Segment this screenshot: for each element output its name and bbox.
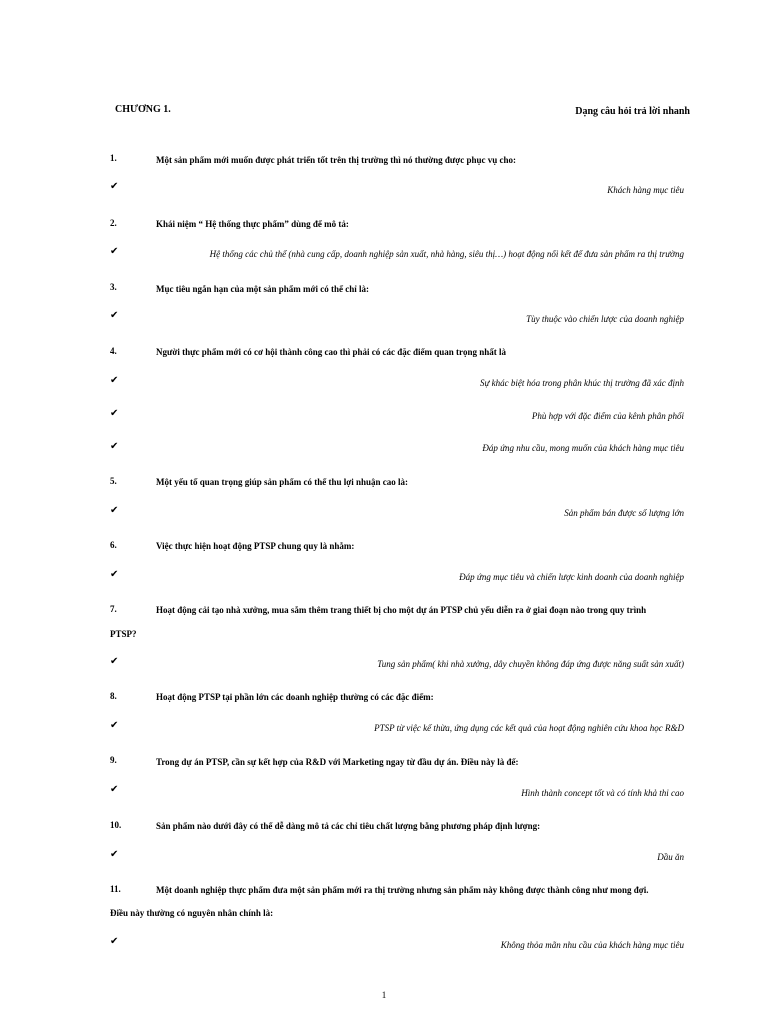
question-text: Hoạt động PTSP tại phần lớn các doanh nghiệp thường có các đặc điểm:: [156, 692, 434, 702]
question-text: Một doanh nghiệp thực phẩm đưa một sản phẩm mới ra thị trường nhưng sản phẩm này không được thành công như mong đợi.: [156, 885, 649, 895]
question-number: 9.: [110, 755, 117, 765]
question-text-continued: Điều này thường có nguyên nhân chính là:: [110, 908, 274, 918]
question-number: 8.: [110, 691, 117, 701]
section-subtitle: Dạng câu hỏi trả lời nhanh: [575, 106, 690, 117]
question-text: Một yếu tố quan trọng giúp sản phẩm có thể thu lợi nhuận cao là:: [156, 477, 409, 487]
check-icon: ✔: [110, 849, 119, 860]
question-text: Việc thực hiện hoạt động PTSP chung quy là nhằm:: [156, 541, 355, 551]
question-number: 10.: [110, 820, 122, 830]
question-text: Hoạt động cải tạo nhà xưởng, mua sắm thêm trang thiết bị cho một dự án PTSP chủ yếu diễn ra ở giai đoạn nào trong quy trình: [156, 605, 647, 615]
answer-text: Tung sản phẩm( khi nhà xưởng, dây chuyền không đáp ứng được năng suất sản xuất): [377, 659, 684, 669]
answer-text: Khách hàng mục tiêu: [607, 185, 684, 195]
check-icon: ✔: [110, 656, 119, 667]
question-text: Khái niệm “ Hệ thống thực phẩm” dùng để mô tả:: [156, 219, 349, 229]
check-icon: ✔: [110, 246, 119, 257]
check-icon: ✔: [110, 408, 119, 419]
check-icon: ✔: [110, 505, 119, 516]
question-number: 2.: [110, 218, 117, 228]
check-icon: ✔: [110, 720, 119, 731]
question-text: Người thực phẩm mới có cơ hội thành công cao thì phải có các đặc điểm quan trọng nhất là: [156, 347, 507, 357]
question-text-continued: PTSP?: [110, 629, 137, 639]
question-text: Trong dự án PTSP, cần sự kết hợp của R&D với Marketing ngay từ đầu dự án. Điều này là để:: [156, 757, 519, 767]
question-text: Một sản phẩm mới muốn được phát triển tốt trên thị trường thì nó thường được phục vụ cho:: [156, 155, 517, 165]
question-text: Sản phẩm nào dưới đây có thể dễ dàng mô tả các chỉ tiêu chất lượng bằng phương pháp định lượng:: [156, 821, 541, 831]
question-number: 7.: [110, 604, 117, 614]
question-number: 4.: [110, 346, 117, 356]
answer-text: Sự khác biệt hóa trong phân khúc thị trường đã xác định: [479, 378, 684, 388]
chapter-heading: CHƯƠNG 1.: [115, 104, 171, 115]
question-number: 11.: [110, 884, 121, 894]
question-number: 6.: [110, 540, 117, 550]
question-text: Mục tiêu ngắn hạn của một sản phẩm mới có thể chỉ là:: [156, 284, 369, 294]
answer-text: Tùy thuộc vào chiến lược của doanh nghiệp: [526, 314, 684, 324]
answer-text: Hình thành concept tốt và có tính khả thi cao: [521, 788, 684, 798]
check-icon: ✔: [110, 569, 119, 580]
check-icon: ✔: [110, 375, 119, 386]
check-icon: ✔: [110, 181, 119, 192]
question-number: 3.: [110, 282, 117, 292]
question-number: 5.: [110, 476, 117, 486]
answer-text: Phù hợp với đặc điểm của kênh phân phối: [531, 411, 684, 421]
answer-text: Không thỏa mãn nhu cầu của khách hàng mục tiêu: [500, 940, 684, 950]
question-number: 1.: [110, 153, 117, 163]
answer-text: PTSP từ việc kế thừa, ứng dụng các kết quả của hoạt động nghiên cứu khoa học R&D: [374, 723, 684, 733]
answer-text: Dầu ăn: [657, 852, 684, 862]
check-icon: ✔: [110, 936, 119, 947]
answer-text: Đáp ứng nhu cầu, mong muốn của khách hàng mục tiêu: [482, 443, 684, 453]
answer-text: Sản phẩm bán được số lượng lớn: [564, 508, 684, 518]
check-icon: ✔: [110, 784, 119, 795]
page-number: 1: [381, 990, 387, 1000]
answer-text: Đáp ứng mục tiêu và chiến lược kinh doanh của doanh nghiệp: [459, 572, 684, 582]
check-icon: ✔: [110, 310, 119, 321]
check-icon: ✔: [110, 441, 119, 452]
answer-text: Hệ thống các chủ thể (nhà cung cấp, doanh nghiệp sản xuất, nhà hàng, siêu thị…) hoạt động nối kết để đưa sản phẩm ra thị trường: [209, 249, 684, 259]
